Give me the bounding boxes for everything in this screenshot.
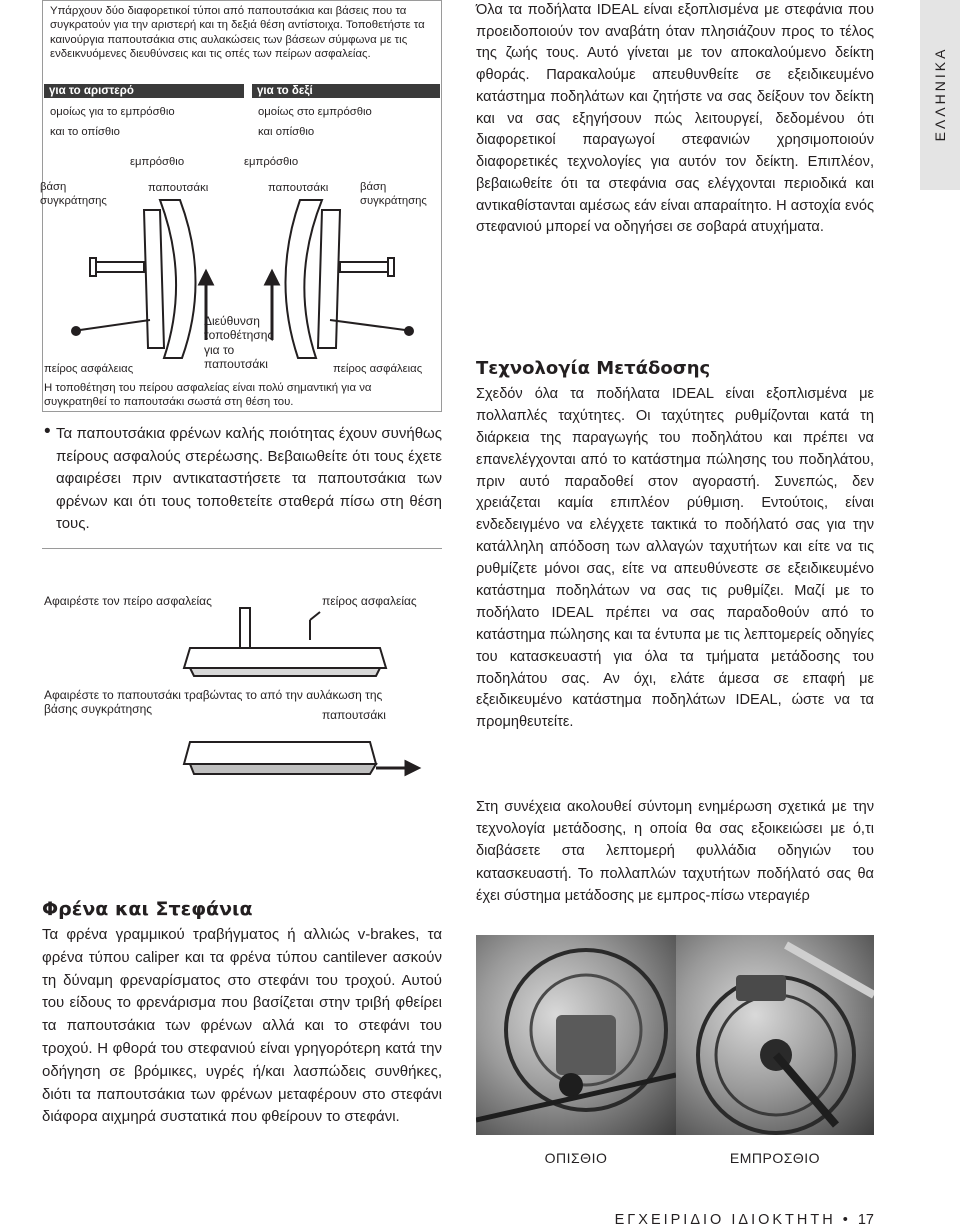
remove-pin-label: Αφαιρέστε τον πείρο ασφαλείας xyxy=(44,594,212,608)
transmission-title: Τεχνολογία Μετάδοσης xyxy=(476,358,711,379)
pad-label: παπουτσάκι xyxy=(322,708,386,722)
bullet-symbol: • xyxy=(44,421,51,442)
language-tab xyxy=(920,0,960,190)
pin-label-right: πείρος ασφάλειας xyxy=(333,363,423,375)
transmission-text: Σχεδόν όλα τα ποδήλατα IDEAL είναι εξοπλισμένα με πολλαπλές ταχύτητες. Οι ταχύτητες ρυθμίζονται κατά τη διάρκεια της παραγωγής του ποδηλάτου και πρέπει να επανελέγχονται από το κατάστημα πώλησης του ποδηλάτου, πριν αυτό παραδοθεί στον αγοραστή. Συνεπώς, δεν χρειάζεται καμία επιπλέον ρύθμιση. Εντούτοις, είναι ενδεδειγμένο να ελέγχετε τακτικά το ποδήλατό σας για την κατάλληλη απόδοση των αλλαγών ταχυτήτων και είτε να τις ρυθμίζετε μόνοι σας, είτε να απευθύνεστε σε εξειδικευμένο κατάστημα ποδηλάτων να σας τις ρυθμίζει. Μαζί με το ποδήλατο IDEAL πρέπει να σας παραδοθούν από το κατάστημα πώλησης και τα έντυπα με τις λεπτομερείς οδηγίες του κατασκευαστή για όλα τα τμήματα μετάδοσης του ποδηλάτου σας. Αν όχι, ελάτε άμεσα σε επαφή με εξειδικευμένο κατάστημα ποδηλάτων IDEAL, ώστε να τα προμηθευτείτε. xyxy=(476,386,874,731)
front-derailleur-photo xyxy=(676,935,874,1135)
left-line2: και το οπίσθιο xyxy=(50,126,120,138)
footer-title: ΕΓΧΕΙΡΙΔΙΟ ΙΔΙΟΚΤΗΤΗ xyxy=(614,1212,836,1228)
pull-arrow xyxy=(376,762,418,774)
pad-label-left: παπουτσάκι xyxy=(148,182,209,194)
pin-label: πείρος ασφαλείας xyxy=(322,594,417,608)
right-pad-header: για το δεξί xyxy=(252,84,440,98)
pin-pull-arrow xyxy=(310,612,320,640)
left-pad-header: για το αριστερό xyxy=(44,84,244,98)
rear-derailleur-illustration xyxy=(476,935,676,1135)
base-label-right: βάση συγκράτησης xyxy=(360,181,427,207)
transmission-text-2: Στη συνέχεια ακολουθεί σύντομη ενημέρωση σχετικά με την τεχνολογία μετάδοσης, η οποία θα σας εξοικειώσει με ό,τι διαβάσετε στα λεπτομερή φυλλάδια οδηγιών του κατασκευαστή. Το πολλαπλών ταχυτήτων ποδήλατό σας θα έχει σύστημα μετάδοσης με εμπρος-πίσω ντεραγιέρ xyxy=(476,799,874,904)
left-divider xyxy=(42,548,442,549)
front-caption: ΕΜΠΡΟΣΘΙΟ xyxy=(729,1150,821,1166)
left-line1: ομοίως για το εμπρόσθιο xyxy=(50,106,175,118)
language-tab-label: ΕΛΛΗΝΙΚΑ xyxy=(932,46,948,142)
bullet-paragraph xyxy=(44,423,442,536)
page-footer xyxy=(615,1212,874,1228)
pin-label-left: πείρος ασφάλειας xyxy=(44,363,134,375)
front-label-left: εμπρόσθιο xyxy=(130,156,185,168)
right-line2: και οπίσθιο xyxy=(258,126,315,138)
direction-label: Διεύθυνση τοποθέτησης για το παπουτσάκι xyxy=(204,314,274,372)
base-label-left: βάση συγκράτησης xyxy=(40,181,107,207)
left-brake-pad xyxy=(144,200,196,358)
fig1-intro: Υπάρχουν δύο διαφορετικοί τύποι από παπουτσάκια και βάσεις που τα συγκρατούν για την αριστερή και τη δεξιά θέση αντίστοιχα. Τοποθετήστε τα καινούργια παπουτσάκια στις αυλακώσεις των βάσεων σύμφωνα με τις ενδεικνυόμενες διευθύνσεις και τις οπές των πείρων ασφαλείας. xyxy=(50,5,425,60)
rims-text: Όλα τα ποδήλατα IDEAL είναι εξοπλισμένα με στεφάνια που προειδοποιούν τον αναβάτη όταν πλησιάζουν προς το τέλος της ζωής τους. Αυτό γίνεται με τον αποκαλούμενο δείκτη φθοράς. Παρακαλούμε απευθυνθείτε σε εξειδικευμένο κατάστημα ποδηλάτων και ζητήστε να σας δείξουν τον δείκτη και να σας εξηγήσουν πώς λειτουργεί, δεδομένου ότι διαφορετικοί παραγωγοί στεφανιών χρησιμοποιούν διαφορετικές τεχνολογίες για αυτόν τον δείκτη. Επιπλέον, βεβαιωθείτε ότι τα στεφάνια σας ελέγχονται περιοδικά και αντικαθίστανται αμέσως εάν είναι απαραίτητο. Η αστοχία ενός στεφανιού μπορεί να οδηγήσει σε σοβαρά ατυχήματα. xyxy=(476,2,874,236)
pad-label-right: παπουτσάκι xyxy=(268,182,329,194)
right-brake-pad xyxy=(285,200,340,358)
right-line1: ομοίως στο εμπρόσθιο xyxy=(258,106,372,118)
brakes-title: Φρένα και Στεφάνια xyxy=(42,898,253,920)
footer-bullet: • xyxy=(842,1212,851,1228)
pin-removal-drawing xyxy=(170,600,430,680)
pin-note: Η τοποθέτηση του πείρου ασφαλείας είναι πολύ σημαντική για να συγκρατηθεί το παπουτσάκι σωστά στη θέση του. xyxy=(44,382,372,409)
front-label-right: εμπρόσθιο xyxy=(244,156,299,168)
rear-caption: ΟΠΙΣΘΙΟ xyxy=(544,1150,608,1166)
brakes-text: Τα φρένα γραμμικού τραβήγματος ή αλλιώς v-brakes, τα φρένα τύπου caliper και τα φρένα τύπου cantilever ασκούν τη δύναμη φρεναρίσματος στο στεφάνι του τροχού. Αυτού του είδους το φρενάρισμα που βασίζεται στην τριβή φθείρει τα παπουτσάκια των φρένων αλλά και το στεφάνι του τροχού. Η φθορά του στεφανιού είναι γρηγορότερη κατά την οδήγηση σε βρόμικες, υγρές ή/και λασπώδεις συνθήκες, διότι τα παπουτσάκια των φρένων μεταφέρουν στο στεφάνι διάφορα αιχμηρά συστατικά που φθείρουν το στεφάνι. xyxy=(42,926,442,1126)
page-number: 17 xyxy=(857,1212,874,1228)
left-mount-post xyxy=(90,258,144,276)
front-derailleur-illustration xyxy=(676,935,874,1135)
remove-pad-label: Αφαιρέστε το παπουτσάκι τραβώντας το από την αυλάκωση της βάσης συγκράτησης xyxy=(44,688,383,717)
right-mount-post xyxy=(340,258,394,276)
bullet-text: Τα παπουτσάκια φρένων καλής ποιότητας έχουν συνήθως πείρους ασφαλούς στερέωσης. Βεβαιωθείτε ότι τους έχετε αφαιρέσει πριν αντικαταστήσετε τα παπουτσάκια των φρένων και ότι τους τοποθετείτε σταθερά πίσω στη θέση τους. xyxy=(56,425,442,532)
rear-derailleur-photo xyxy=(476,935,676,1135)
pad-removal-drawing xyxy=(180,724,430,784)
